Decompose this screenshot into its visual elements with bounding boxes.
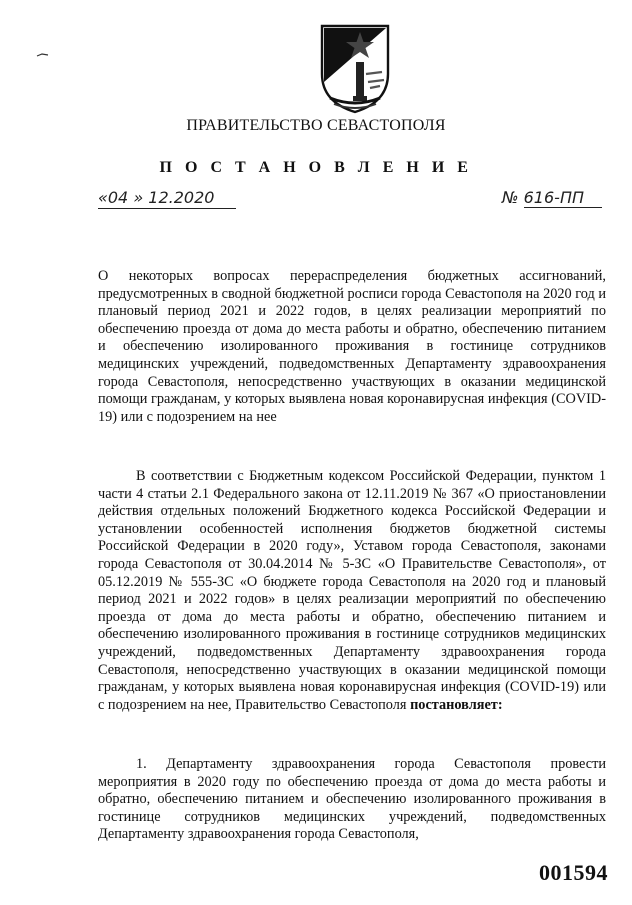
document-subject: О некоторых вопросах перераспределения бюджетных ассигнований, предусмотренных в сводной бюджетной росписи города Севастополя на 2020 год и плановый период 2021 и 2022 годов, в целях реализации мероприятий по обеспечению проезда от дома до места работы и обратно, обеспечению питанием и обеспечению изолированного проживания в гостинице сотрудников медицинских учреждений, подведомственных Департаменту здравоохранения города Севастополя, непосредственно участвующих в оказании медицинской помощи гражданам, у которых выявлена новая коронавирусная инфекция (COVID-19) или с подозрением на нее — [98, 268, 606, 425]
document-date: «04 » 12.2020 — [98, 188, 236, 209]
preamble-text: В соответствии с Бюджетным кодексом Российской Федерации, пунктом 1 части 4 статьи 2.1 Федерального закона от 12.11.2019 № 367 «О приостановлении действия отдельных положений Бюджетного кодекса Российской Федерации и установлении особенностей исполнения бюджетов бюджетной системы Российской Федерации в 2020 году», Уставом города Севастополя, законами города Севастополя от 30.04.2014 № 5-ЗС «О Правительстве Севастополя», от 05.12.2019 № 555-ЗС «О бюджете города Севастополя на 2020 год и плановый период 2021 и 2022 годов» в целях реализации мероприятий по обеспечению проезда от дома до места работы и обратно, обеспечению питанием и обеспечению изолированного проживания в гостинице сотрудников медицинских учреждений, подведомственных Департаменту здравоохранения города Севастополя, непосредственно участвующих в оказании медицинской помощи гражданам, у которых выявлена новая коронавирусная инфекция (COVID-19) или с подозрением на нее, Правительство Севастополя — [98, 468, 606, 713]
number-prefix: № — [501, 188, 519, 207]
document-number — [502, 188, 602, 208]
scan-mark — [36, 52, 50, 58]
item-1-paragraph: 1. Департаменту здравоохранения города Севастополя провести мероприятия в 2020 году по обеспечению проезда от дома до места работы и обратно, обеспечению питанием и обеспечению изолированного проживания в гостинице сотрудников медицинских учреждений, подведомственных Департаменту здравоохранения города Севастополя, — [98, 756, 606, 843]
sevastopol-coat-of-arms-icon — [316, 22, 394, 114]
stamp-number: 001594 — [539, 860, 608, 885]
number-value: 616-ПП — [524, 188, 602, 208]
government-name: ПРАВИТЕЛЬСТВО СЕВАСТОПОЛЯ — [186, 117, 446, 134]
document-kind-title: П О С Т А Н О В Л Е Н И Е — [159, 159, 473, 176]
resolves-word: постановляет: — [410, 696, 503, 713]
preamble-paragraph — [98, 468, 606, 714]
